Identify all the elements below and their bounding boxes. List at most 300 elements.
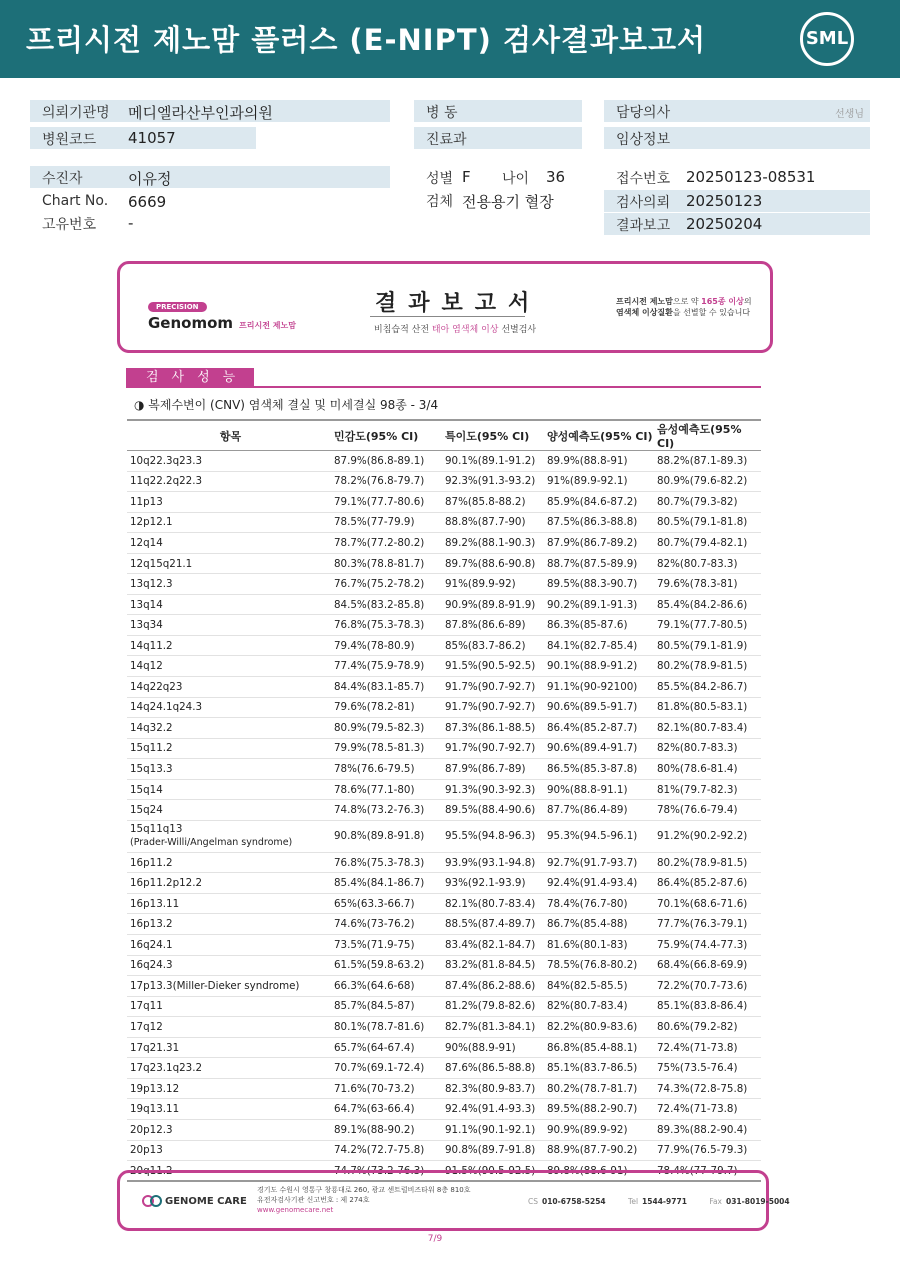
receipt-no-value: 20250123-08531 bbox=[686, 168, 816, 186]
metric-cell: 86.4%(85.2-87.7) bbox=[543, 718, 653, 739]
metric-cell: 84%(82.5-85.5) bbox=[543, 976, 653, 997]
chart-no-value: 6669 bbox=[128, 193, 167, 211]
report-tagline-post2: 을 선별할 수 있습니다 bbox=[672, 308, 751, 317]
table-row bbox=[127, 471, 761, 492]
table-row bbox=[127, 873, 761, 894]
metric-cell: 85.4%(84.2-86.6) bbox=[653, 594, 761, 615]
region-cell: 14q12 bbox=[127, 656, 330, 677]
metric-cell: 61.5%(59.8-63.2) bbox=[330, 955, 441, 976]
table-row bbox=[127, 1058, 761, 1079]
metric-cell: 84.5%(83.2-85.8) bbox=[330, 594, 441, 615]
report-date-label: 결과보고 bbox=[616, 218, 671, 234]
column-header: 민감도(95% CI) bbox=[330, 420, 441, 451]
metric-cell: 68.4%(66.8-69.9) bbox=[653, 955, 761, 976]
metric-cell: 86.3%(85-87.6) bbox=[543, 615, 653, 636]
metric-cell: 85.1%(83.8-86.4) bbox=[653, 996, 761, 1017]
region-cell: 20q11.2 bbox=[127, 1161, 330, 1182]
metric-cell: 79.6%(78.3-81) bbox=[653, 574, 761, 595]
region-cell: 13q14 bbox=[127, 594, 330, 615]
genome-care-brand: GENOME CARE bbox=[165, 1196, 247, 1207]
specimen-label: 검체 bbox=[426, 194, 454, 210]
table-row bbox=[127, 492, 761, 513]
department-label: 진료과 bbox=[426, 132, 467, 148]
metric-cell: 91.7%(90.7-92.7) bbox=[441, 677, 543, 698]
metric-cell: 88.9%(87.7-90.2) bbox=[543, 1140, 653, 1161]
cs-number: 010-6758-5254 bbox=[542, 1197, 606, 1206]
metric-cell: 74.8%(73.2-76.3) bbox=[330, 800, 441, 821]
sml-logo-text: SML bbox=[805, 28, 849, 49]
metric-cell: 84.1%(82.7-85.4) bbox=[543, 635, 653, 656]
metric-cell: 81.2%(79.8-82.6) bbox=[441, 996, 543, 1017]
metric-cell: 92.3%(91.3-93.2) bbox=[441, 471, 543, 492]
table-row bbox=[127, 738, 761, 759]
metric-cell: 87.3%(86.1-88.5) bbox=[441, 718, 543, 739]
metric-cell: 88.5%(87.4-89.7) bbox=[441, 914, 543, 935]
region-cell: 15q11.2 bbox=[127, 738, 330, 759]
clinical-info-field bbox=[604, 127, 870, 149]
footer-contact bbox=[528, 1197, 810, 1206]
metric-cell: 81.8%(80.5-83.1) bbox=[653, 697, 761, 718]
metric-cell: 78.2%(76.8-79.7) bbox=[330, 471, 441, 492]
ward-label: 병 동 bbox=[426, 105, 458, 121]
table-row bbox=[127, 677, 761, 698]
metric-cell: 78.5%(77-79.9) bbox=[330, 512, 441, 533]
age-value: 36 bbox=[546, 168, 566, 186]
chart-no-label: Chart No. bbox=[42, 193, 109, 209]
metric-cell: 66.3%(64.6-68) bbox=[330, 976, 441, 997]
genomom-brand bbox=[148, 314, 296, 332]
column-header: 양성예측도(95% CI) bbox=[543, 420, 653, 451]
metric-cell: 75.9%(74.4-77.3) bbox=[653, 935, 761, 956]
table-row bbox=[127, 914, 761, 935]
cs-label: CS bbox=[528, 1197, 538, 1206]
metric-cell: 87.9%(86.8-89.1) bbox=[330, 451, 441, 472]
metric-cell: 79.9%(78.5-81.3) bbox=[330, 738, 441, 759]
metric-cell: 80.5%(79.1-81.8) bbox=[653, 512, 761, 533]
metric-cell: 91.7%(90.7-92.7) bbox=[441, 738, 543, 759]
metric-cell: 87.9%(86.7-89.2) bbox=[543, 533, 653, 554]
metric-cell: 80.1%(78.7-81.6) bbox=[330, 1017, 441, 1038]
report-title: 결과보고서 bbox=[375, 291, 542, 316]
sex-label: 성별 bbox=[426, 171, 454, 187]
column-header: 음성예측도(95% CI) bbox=[653, 420, 761, 451]
metric-cell: 80%(78.6-81.4) bbox=[653, 759, 761, 780]
metric-cell: 72.4%(71-73.8) bbox=[653, 1037, 761, 1058]
report-tagline-post1: 의 bbox=[743, 297, 752, 306]
metric-cell: 91.7%(90.7-92.7) bbox=[441, 697, 543, 718]
region-cell: 12q14 bbox=[127, 533, 330, 554]
metric-cell: 77.7%(76.3-79.1) bbox=[653, 914, 761, 935]
table-row bbox=[127, 1078, 761, 1099]
metric-cell: 72.4%(71-73.8) bbox=[653, 1099, 761, 1120]
region-cell: 17q23.1q23.2 bbox=[127, 1058, 330, 1079]
metric-cell: 80.7%(79.3-82) bbox=[653, 492, 761, 513]
precision-pill: PRECISION bbox=[148, 302, 207, 312]
metric-cell: 80.3%(78.8-81.7) bbox=[330, 553, 441, 574]
column-header: 특이도(95% CI) bbox=[441, 420, 543, 451]
metric-cell: 89.7%(88.6-90.8) bbox=[441, 553, 543, 574]
metric-cell: 87.4%(86.2-88.6) bbox=[441, 976, 543, 997]
metric-cell: 71.6%(70-73.2) bbox=[330, 1078, 441, 1099]
metric-cell: 90.8%(89.7-91.8) bbox=[441, 1140, 543, 1161]
report-tagline-line2 bbox=[616, 307, 752, 318]
region-cell: 20p12.3 bbox=[127, 1119, 330, 1140]
metric-cell: 79.4%(78-80.9) bbox=[330, 635, 441, 656]
region-cell: 14q32.2 bbox=[127, 718, 330, 739]
metric-cell: 86.7%(85.4-88) bbox=[543, 914, 653, 935]
metric-cell: 80.9%(79.5-82.3) bbox=[330, 718, 441, 739]
table-row bbox=[127, 1140, 761, 1161]
request-date-value: 20250123 bbox=[686, 192, 763, 210]
table-row bbox=[127, 574, 761, 595]
region-cell: 17q12 bbox=[127, 1017, 330, 1038]
region-cell: 17q11 bbox=[127, 996, 330, 1017]
genomom-brand-name: Genomom bbox=[148, 314, 234, 332]
column-header: 항목 bbox=[127, 420, 330, 451]
table-row bbox=[127, 697, 761, 718]
metric-cell: 78.4%(77-79.7) bbox=[653, 1161, 761, 1182]
table-row bbox=[127, 533, 761, 554]
metric-cell: 88.8%(87.7-90) bbox=[441, 512, 543, 533]
metric-cell: 74.3%(72.8-75.8) bbox=[653, 1078, 761, 1099]
metric-cell: 90.9%(89.8-91.9) bbox=[441, 594, 543, 615]
metric-cell: 91.5%(90.5-92.5) bbox=[441, 1161, 543, 1182]
metric-cell: 85.5%(84.2-86.7) bbox=[653, 677, 761, 698]
report-tagline-disease: 염색체 이상질환 bbox=[616, 308, 673, 317]
patient-field bbox=[30, 166, 390, 188]
metric-cell: 74.6%(73-76.2) bbox=[330, 914, 441, 935]
metric-cell: 87.7%(86.4-89) bbox=[543, 800, 653, 821]
section-subtitle: ◑ 복제수변이 (CNV) 염색체 결실 및 미세결실 98종 - 3/4 bbox=[134, 398, 439, 412]
metric-cell: 90.1%(89.1-91.2) bbox=[441, 451, 543, 472]
table-row bbox=[127, 635, 761, 656]
tel-label: Tel bbox=[628, 1197, 639, 1206]
sex-value: F bbox=[462, 168, 471, 186]
region-cell: 16q24.1 bbox=[127, 935, 330, 956]
metric-cell: 76.7%(75.2-78.2) bbox=[330, 574, 441, 595]
metric-cell: 78.4%(76.7-80) bbox=[543, 893, 653, 914]
metric-cell: 92.7%(91.7-93.7) bbox=[543, 852, 653, 873]
metric-cell: 86.4%(85.2-87.6) bbox=[653, 873, 761, 894]
metric-cell: 78.7%(77.2-80.2) bbox=[330, 533, 441, 554]
metric-cell: 79.1%(77.7-80.6) bbox=[330, 492, 441, 513]
metric-cell: 82.2%(80.9-83.6) bbox=[543, 1017, 653, 1038]
ward-field bbox=[414, 100, 582, 122]
report-subtitle-post: 선별검사 bbox=[498, 325, 537, 335]
table-row bbox=[127, 996, 761, 1017]
doctor-field bbox=[604, 100, 870, 122]
footer-website-link[interactable]: www.genomecare.net bbox=[257, 1206, 334, 1214]
region-cell: 19q13.11 bbox=[127, 1099, 330, 1120]
table-row bbox=[127, 615, 761, 636]
metric-cell: 77.9%(76.5-79.3) bbox=[653, 1140, 761, 1161]
metric-cell: 92.4%(91.4-93.3) bbox=[441, 1099, 543, 1120]
receipt-no-label: 접수번호 bbox=[616, 171, 671, 187]
report-title-rule bbox=[370, 316, 525, 317]
table-row bbox=[127, 512, 761, 533]
region-cell: 19p13.12 bbox=[127, 1078, 330, 1099]
report-subtitle-pre: 비침습적 산전 bbox=[374, 325, 432, 335]
footer-box bbox=[117, 1170, 790, 1231]
doctor-suffix: 선생님 bbox=[835, 109, 864, 120]
table-row bbox=[127, 1037, 761, 1058]
metric-cell: 90%(88.8-91.1) bbox=[543, 779, 653, 800]
section-divider bbox=[126, 386, 761, 388]
metric-cell: 87%(85.8-88.2) bbox=[441, 492, 543, 513]
metric-cell: 89.5%(88.2-90.7) bbox=[543, 1099, 653, 1120]
table-row bbox=[127, 955, 761, 976]
chart-no-field bbox=[30, 191, 390, 213]
metric-cell: 90.1%(88.9-91.2) bbox=[543, 656, 653, 677]
metric-cell: 88.2%(87.1-89.3) bbox=[653, 451, 761, 472]
report-tagline-line1 bbox=[616, 296, 752, 307]
table-row bbox=[127, 594, 761, 615]
metric-cell: 78%(76.6-79.5) bbox=[330, 759, 441, 780]
genomom-logo bbox=[148, 294, 296, 332]
metric-cell: 87.6%(86.5-88.8) bbox=[441, 1058, 543, 1079]
table-row bbox=[127, 759, 761, 780]
metric-cell: 70.1%(68.6-71.6) bbox=[653, 893, 761, 914]
metric-cell: 83.2%(81.8-84.5) bbox=[441, 955, 543, 976]
table-row bbox=[127, 800, 761, 821]
metric-cell: 86.8%(85.4-88.1) bbox=[543, 1037, 653, 1058]
metric-cell: 89.2%(88.1-90.3) bbox=[441, 533, 543, 554]
metric-cell: 93.9%(93.1-94.8) bbox=[441, 852, 543, 873]
hospital-code-label: 병원코드 bbox=[42, 132, 97, 148]
metric-cell: 79.1%(77.7-80.5) bbox=[653, 615, 761, 636]
region-cell: 11p13 bbox=[127, 492, 330, 513]
table-row bbox=[127, 656, 761, 677]
metric-cell: 87.8%(86.6-89) bbox=[441, 615, 543, 636]
metric-cell: 76.8%(75.3-78.3) bbox=[330, 852, 441, 873]
region-cell: 12q15q21.1 bbox=[127, 553, 330, 574]
metric-cell: 91%(89.9-92) bbox=[441, 574, 543, 595]
table-row bbox=[127, 1119, 761, 1140]
metric-cell: 82%(80.7-83.4) bbox=[543, 996, 653, 1017]
clinical-info-label: 임상정보 bbox=[616, 132, 671, 148]
table-row bbox=[127, 553, 761, 574]
table-row bbox=[127, 820, 761, 852]
request-date-label: 검사의뢰 bbox=[616, 195, 671, 211]
region-cell: 15q11q13 (Prader-Willi/Angelman syndrome) bbox=[127, 820, 330, 852]
metric-cell: 89.1%(88-90.2) bbox=[330, 1119, 441, 1140]
report-subtitle-highlight: 태아 염색체 이상 bbox=[431, 325, 499, 335]
metric-cell: 70.7%(69.1-72.4) bbox=[330, 1058, 441, 1079]
metric-cell: 65%(63.3-66.7) bbox=[330, 893, 441, 914]
region-cell: 15q13.3 bbox=[127, 759, 330, 780]
page-number: 7/9 bbox=[427, 1234, 443, 1244]
metric-cell: 83.4%(82.1-84.7) bbox=[441, 935, 543, 956]
metric-cell: 89.8%(88.6-91) bbox=[543, 1161, 653, 1182]
metric-cell: 91%(89.9-92.1) bbox=[543, 471, 653, 492]
table-row bbox=[127, 1099, 761, 1120]
metric-cell: 72.2%(70.7-73.6) bbox=[653, 976, 761, 997]
region-cell: 17q21.31 bbox=[127, 1037, 330, 1058]
metric-cell: 95.3%(94.5-96.1) bbox=[543, 820, 653, 852]
region-cell: 10q22.3q23.3 bbox=[127, 451, 330, 472]
report-date-field bbox=[604, 213, 870, 235]
metric-cell: 79.6%(78.2-81) bbox=[330, 697, 441, 718]
report-tagline-count: 165종 이상 bbox=[701, 297, 744, 306]
metric-cell: 93%(92.1-93.9) bbox=[441, 873, 543, 894]
metric-cell: 89.9%(88.8-91) bbox=[543, 451, 653, 472]
report-tagline-mid: 으로 약 bbox=[672, 297, 702, 306]
metric-cell: 73.5%(71.9-75) bbox=[330, 935, 441, 956]
sml-logo bbox=[800, 12, 854, 66]
metric-cell: 80.2%(78.7-81.7) bbox=[543, 1078, 653, 1099]
region-cell: 16q24.3 bbox=[127, 955, 330, 976]
metric-cell: 90%(88.9-91) bbox=[441, 1037, 543, 1058]
hospital-code-field bbox=[30, 127, 256, 149]
metric-cell: 85%(83.7-86.2) bbox=[441, 635, 543, 656]
region-cell: 13q34 bbox=[127, 615, 330, 636]
metric-cell: 82%(80.7-83.3) bbox=[653, 738, 761, 759]
metric-cell: 92.4%(91.4-93.4) bbox=[543, 873, 653, 894]
request-date-field bbox=[604, 190, 870, 212]
metric-cell: 80.9%(79.6-82.2) bbox=[653, 471, 761, 492]
metric-cell: 78.6%(77.1-80) bbox=[330, 779, 441, 800]
metric-cell: 86.5%(85.3-87.8) bbox=[543, 759, 653, 780]
metric-cell: 89.3%(88.2-90.4) bbox=[653, 1119, 761, 1140]
tel-number: 1544-9771 bbox=[642, 1197, 687, 1206]
age-label: 나이 bbox=[502, 171, 530, 187]
region-cell: 17p13.3(Miller-Dieker syndrome) bbox=[127, 976, 330, 997]
metric-cell: 80.6%(79.2-82) bbox=[653, 1017, 761, 1038]
genome-care-mark-icon bbox=[142, 1195, 162, 1207]
table-header-row bbox=[127, 420, 761, 451]
patient-label: 수진자 bbox=[42, 171, 83, 187]
institution-field bbox=[30, 100, 390, 122]
department-field bbox=[414, 127, 582, 149]
metric-cell: 81%(79.7-82.3) bbox=[653, 779, 761, 800]
metric-cell: 80.2%(78.9-81.5) bbox=[653, 656, 761, 677]
metric-cell: 74.7%(73.2-76.3) bbox=[330, 1161, 441, 1182]
report-date-value: 20250204 bbox=[686, 215, 763, 233]
metric-cell: 89.5%(88.3-90.7) bbox=[543, 574, 653, 595]
metric-cell: 85.4%(84.1-86.7) bbox=[330, 873, 441, 894]
metric-cell: 78%(76.6-79.4) bbox=[653, 800, 761, 821]
table-row bbox=[127, 976, 761, 997]
metric-cell: 81.6%(80.1-83) bbox=[543, 935, 653, 956]
unique-no-field bbox=[30, 212, 390, 234]
institution-value: 메디엘라산부인과의원 bbox=[128, 104, 273, 122]
metric-cell: 87.9%(86.7-89) bbox=[441, 759, 543, 780]
metric-cell: 95.5%(94.8-96.3) bbox=[441, 820, 543, 852]
metric-cell: 85.7%(84.5-87) bbox=[330, 996, 441, 1017]
metric-cell: 91.1%(90.1-92.1) bbox=[441, 1119, 543, 1140]
metric-cell: 90.6%(89.5-91.7) bbox=[543, 697, 653, 718]
fax-number: 031-8019-5004 bbox=[725, 1197, 790, 1206]
region-cell: 16p13.11 bbox=[127, 893, 330, 914]
header-bar bbox=[0, 0, 900, 78]
metric-cell: 85.1%(83.7-86.5) bbox=[543, 1058, 653, 1079]
region-cell: 16p11.2p12.2 bbox=[127, 873, 330, 894]
report-tagline-brand: 프리시전 제노맘 bbox=[616, 297, 673, 306]
footer-license-line: 유전자검사기관 신고번호 : 제 274호 bbox=[257, 1196, 370, 1204]
metric-cell: 82.1%(80.7-83.4) bbox=[441, 893, 543, 914]
metric-cell: 87.5%(86.3-88.8) bbox=[543, 512, 653, 533]
section-tab: 검사성능 bbox=[126, 368, 254, 387]
region-cell: 16p11.2 bbox=[127, 852, 330, 873]
footer-address bbox=[257, 1185, 471, 1215]
specimen-value: 전용용기 혈장 bbox=[462, 193, 554, 211]
metric-cell: 74.2%(72.7-75.8) bbox=[330, 1140, 441, 1161]
performance-table bbox=[127, 419, 761, 1182]
unique-no-label: 고유번호 bbox=[42, 217, 97, 233]
table-row bbox=[127, 893, 761, 914]
metric-cell: 77.4%(75.9-78.9) bbox=[330, 656, 441, 677]
institution-label: 의뢰기관명 bbox=[42, 105, 110, 121]
region-cell: 14q11.2 bbox=[127, 635, 330, 656]
table-row bbox=[127, 718, 761, 739]
specimen-field bbox=[414, 189, 594, 211]
genomom-brand-sub: 프리시전 제노맘 bbox=[239, 321, 296, 330]
table-row bbox=[127, 852, 761, 873]
receipt-no-field bbox=[604, 166, 870, 188]
metric-cell: 85.9%(84.6-87.2) bbox=[543, 492, 653, 513]
doctor-label: 담당의사 bbox=[616, 105, 671, 121]
metric-cell: 90.2%(89.1-91.3) bbox=[543, 594, 653, 615]
unique-no-value: - bbox=[128, 214, 134, 232]
metric-cell: 78.5%(76.8-80.2) bbox=[543, 955, 653, 976]
sex-age-field bbox=[414, 166, 594, 188]
region-cell: 14q22q23 bbox=[127, 677, 330, 698]
metric-cell: 80.7%(79.4-82.1) bbox=[653, 533, 761, 554]
region-cell: 16p13.2 bbox=[127, 914, 330, 935]
region-cell: 15q14 bbox=[127, 779, 330, 800]
region-cell: 13q12.3 bbox=[127, 574, 330, 595]
report-banner bbox=[117, 261, 773, 353]
report-tagline bbox=[616, 296, 752, 318]
region-cell: 20p13 bbox=[127, 1140, 330, 1161]
metric-cell: 80.2%(78.9-81.5) bbox=[653, 852, 761, 873]
metric-cell: 82%(80.7-83.3) bbox=[653, 553, 761, 574]
metric-cell: 76.8%(75.3-78.3) bbox=[330, 615, 441, 636]
region-cell: 15q24 bbox=[127, 800, 330, 821]
footer-address-line: 경기도 수원시 영통구 창룡대로 260, 광교 센트럴비즈타워 8층 810호 bbox=[257, 1186, 471, 1194]
metric-cell: 88.7%(87.5-89.9) bbox=[543, 553, 653, 574]
metric-cell: 80.5%(79.1-81.9) bbox=[653, 635, 761, 656]
metric-cell: 82.1%(80.7-83.4) bbox=[653, 718, 761, 739]
fax-label: Fax bbox=[709, 1197, 722, 1206]
table-row bbox=[127, 779, 761, 800]
report-subtitle bbox=[374, 322, 536, 335]
patient-value: 이유정 bbox=[128, 170, 172, 188]
metric-cell: 90.6%(89.4-91.7) bbox=[543, 738, 653, 759]
table-body bbox=[127, 451, 761, 1182]
metric-cell: 89.5%(88.4-90.6) bbox=[441, 800, 543, 821]
metric-cell: 65.7%(64-67.4) bbox=[330, 1037, 441, 1058]
table-row bbox=[127, 451, 761, 472]
metric-cell: 91.5%(90.5-92.5) bbox=[441, 656, 543, 677]
metric-cell: 82.3%(80.9-83.7) bbox=[441, 1078, 543, 1099]
metric-cell: 64.7%(63-66.4) bbox=[330, 1099, 441, 1120]
metric-cell: 84.4%(83.1-85.7) bbox=[330, 677, 441, 698]
region-cell: 11q22.2q22.3 bbox=[127, 471, 330, 492]
table-row bbox=[127, 935, 761, 956]
metric-cell: 91.1%(90-92100) bbox=[543, 677, 653, 698]
region-cell: 12p12.1 bbox=[127, 512, 330, 533]
genome-care-logo bbox=[142, 1195, 247, 1207]
metric-cell: 91.3%(90.3-92.3) bbox=[441, 779, 543, 800]
metric-cell: 90.8%(89.8-91.8) bbox=[330, 820, 441, 852]
document-title: 프리시전 제노맘 플러스 (E-NIPT) 검사결과보고서 bbox=[26, 23, 707, 57]
metric-cell: 82.7%(81.3-84.1) bbox=[441, 1017, 543, 1038]
metric-cell: 91.2%(90.2-92.2) bbox=[653, 820, 761, 852]
metric-cell: 90.9%(89.9-92) bbox=[543, 1119, 653, 1140]
region-cell: 14q24.1q24.3 bbox=[127, 697, 330, 718]
metric-cell: 75%(73.5-76.4) bbox=[653, 1058, 761, 1079]
